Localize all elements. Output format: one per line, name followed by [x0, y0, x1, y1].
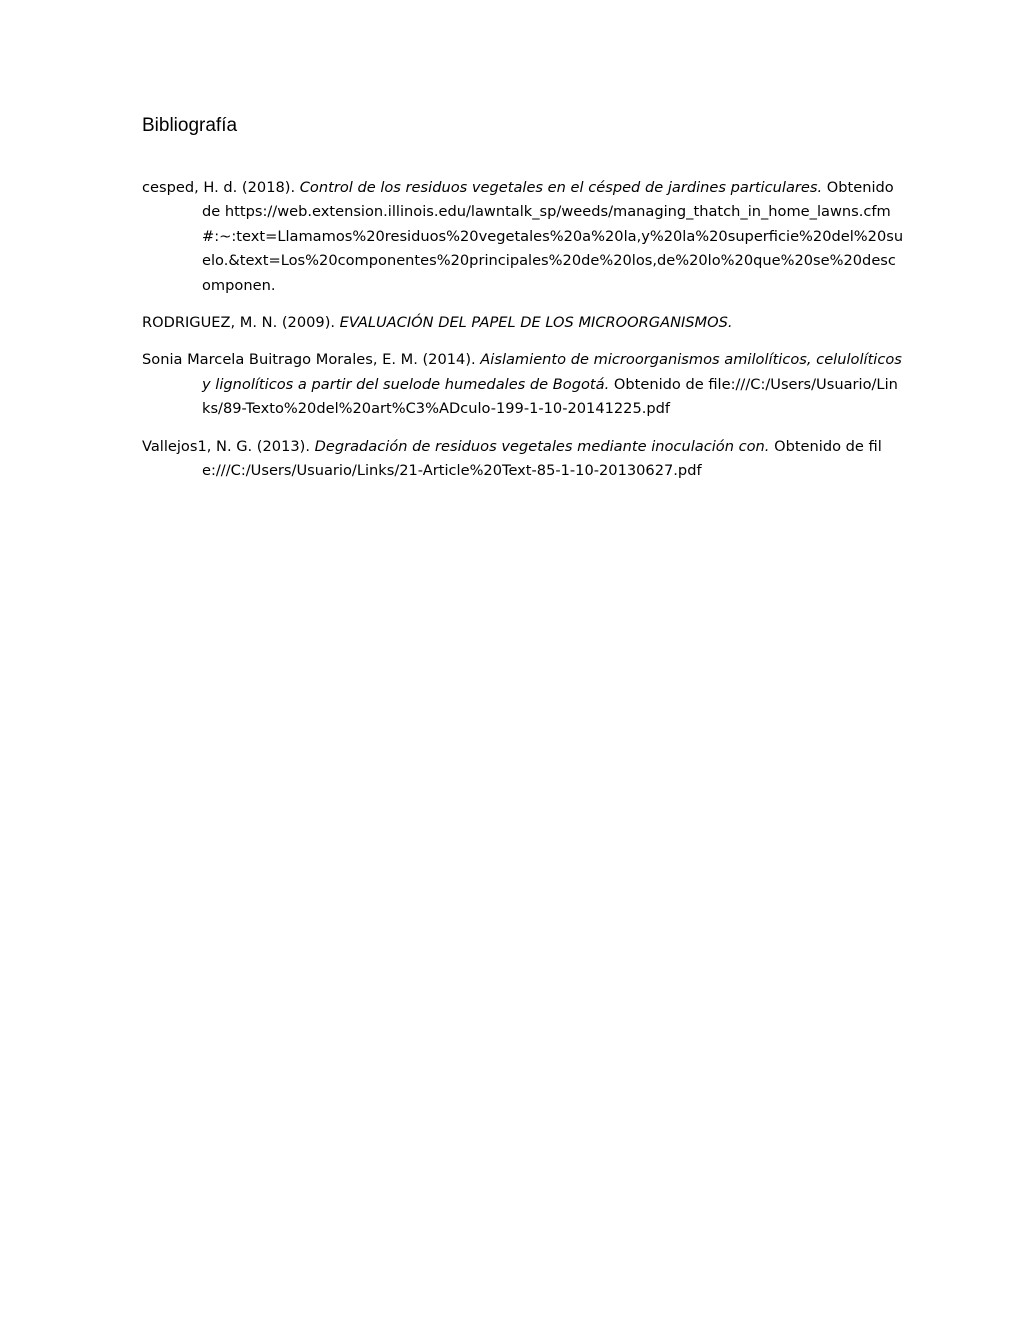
reference-source: Obtenido de https://web.extension.illinois.edu/lawntalk_sp/weeds/managing_thatch_in_home_lawns.cfm#:~:text=Llamamos%20residuos%20vegetales%20a%20la,y%20la%20superficie%20del%20suelo.&text=Los%20componentes%20principales%20de%20los,de%20lo%20que%20se%20descomponen.: [202, 179, 904, 294]
reference-authors: cesped, H. d. (2018).: [142, 179, 300, 196]
reference-title: Control de los residuos vegetales en el césped de jardines particulares.: [299, 179, 823, 196]
reference-list: [142, 176, 904, 496]
reference-source: Obtenido de file:///C:/Users/Usuario/Links/21-Article%20Text-85-1-10-20130627.pdf: [202, 437, 882, 480]
reference-entry: [142, 176, 904, 298]
bibliography-heading: Bibliografía: [142, 115, 238, 136]
reference-entry: [142, 435, 904, 484]
reference-source: Obtenido de file:///C:/Users/Usuario/Links/89-Texto%20del%20art%C3%ADculo-199-1-10-20141225.pdf: [202, 375, 898, 418]
reference-authors: RODRIGUEZ, M. N. (2009).: [142, 314, 340, 332]
reference-title: Degradación de residuos vegetales mediante inoculación con.: [314, 437, 770, 455]
reference-title: Aislamiento de microorganismos amilolíticos, celulolíticos y lignolíticos a partir del suelode humedales de Bogotá.: [202, 351, 902, 393]
reference-entry: [142, 348, 904, 421]
reference-entry: [142, 311, 904, 335]
reference-title: EVALUACIÓN DEL PAPEL DE LOS MICROORGANISMOS.: [339, 314, 733, 332]
reference-authors: Sonia Marcela Buitrago Morales, E. M. (2014).: [142, 351, 481, 369]
reference-authors: Vallejos1, N. G. (2013).: [142, 437, 315, 455]
